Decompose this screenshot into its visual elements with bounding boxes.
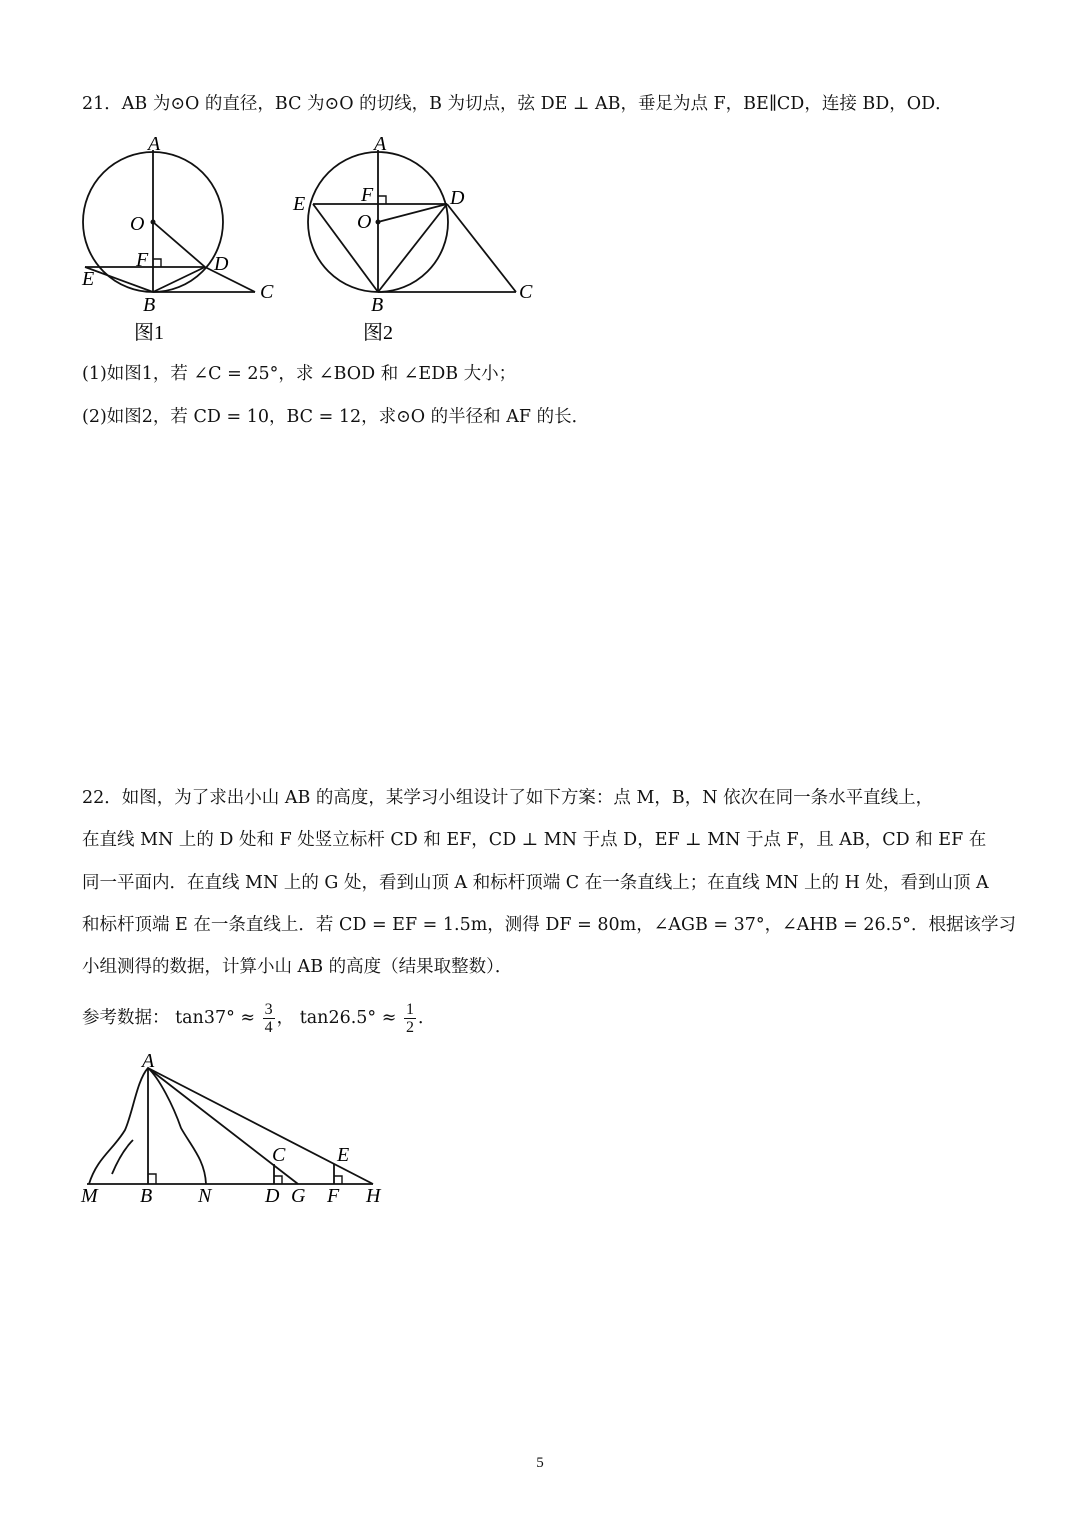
q21-part1: (1)如图1，若 ∠C = 25°，求 ∠BOD 和 ∠EDB 大小； <box>82 364 517 384</box>
q22-line4: 和标杆顶端 E 在一条直线上．若 CD = EF = 1.5m，测得 DF = 80m，∠AGB = 37°，∠AHB = 26.5°．根据该学习 <box>82 915 1017 935</box>
fig1-label-D: D <box>214 253 229 275</box>
fig1-caption: 图1 <box>134 322 164 344</box>
fig2-label-E: E <box>293 193 306 215</box>
q21-figure-1 <box>70 130 290 345</box>
sight-line-AG <box>148 1068 298 1184</box>
frac2-numerator: 1 <box>405 1001 414 1018</box>
fig2-segment-BD <box>378 204 447 292</box>
fig1-label-E: E <box>82 268 95 290</box>
ref-separator: ， <box>276 1008 295 1028</box>
q22-label-M: M <box>81 1185 98 1207</box>
q22-line1: 22．如图，为了求出小山 AB 的高度，某学习小组设计了如下方案：点 M，B，N 依次在同一条水平直线上， <box>82 788 934 808</box>
fraction-1-2 <box>404 1001 416 1036</box>
q22-label-C: C <box>272 1144 286 1166</box>
q22-label-E: E <box>337 1144 350 1166</box>
fig2-segment-DC <box>447 204 516 292</box>
q22-line5: 小组测得的数据，计算小山 AB 的高度（结果取整数）． <box>82 957 513 977</box>
q21-stem: 21．AB 为⊙O 的直径，BC 为⊙O 的切线，B 为切点，弦 DE ⊥ AB，垂足为点 F，BE∥CD，连接 BD，OD． <box>82 94 953 114</box>
q22-label-H: H <box>366 1185 381 1207</box>
q22-figure-mountain <box>75 1050 395 1210</box>
right-angle-D <box>274 1176 282 1184</box>
fig1-label-F: F <box>136 249 149 271</box>
fig2-label-B: B <box>371 294 384 316</box>
frac2-denominator: 2 <box>405 1019 414 1036</box>
ref-tan26: tan26.5° ≈ <box>299 1008 397 1028</box>
fig1-label-A: A <box>148 133 161 155</box>
fig1-label-C: C <box>260 281 274 303</box>
page-number: 5 <box>536 1455 544 1471</box>
frac1-numerator: 3 <box>264 1001 273 1018</box>
sight-line-AH <box>148 1068 373 1184</box>
fig2-caption: 图2 <box>363 322 393 344</box>
ref-prefix: 参考数据： <box>82 1008 170 1028</box>
ref-tan37: tan37° ≈ <box>175 1008 256 1028</box>
q22-line3: 同一平面内．在直线 MN 上的 G 处，看到山顶 A 和标杆顶端 C 在一条直线上；在直线 MN 上的 H 处，看到山顶 A <box>82 873 989 893</box>
fig1-label-B: B <box>143 294 156 316</box>
fig2-label-C: C <box>519 281 533 303</box>
fig2-segment-OD <box>378 204 447 222</box>
fig1-segment-BD <box>153 267 205 292</box>
fig2-label-D: D <box>450 187 465 209</box>
fig2-label-O: O <box>357 211 372 233</box>
frac1-denominator: 4 <box>264 1019 273 1036</box>
fig1-right-angle-mark <box>153 259 161 267</box>
q22-line2: 在直线 MN 上的 D 处和 F 处竖立标杆 CD 和 EF，CD ⊥ MN 于点 D，EF ⊥ MN 于点 F，且 AB，CD 和 EF 在 <box>82 830 987 850</box>
fraction-3-4 <box>263 1001 275 1036</box>
q22-label-F: F <box>327 1185 340 1207</box>
q22-reference-data <box>82 998 435 1038</box>
fig2-label-A: A <box>374 133 387 155</box>
right-angle-B <box>148 1174 156 1184</box>
fig1-segment-DC <box>205 267 255 292</box>
q22-label-A: A <box>142 1050 155 1072</box>
fig2-label-F: F <box>361 184 374 206</box>
q21-figure-2 <box>285 130 545 345</box>
right-angle-F <box>334 1176 342 1184</box>
fig1-label-O: O <box>130 213 145 235</box>
q22-label-D: D <box>265 1185 280 1207</box>
q21-part2: (2)如图2，若 CD = 10，BC = 12，求⊙O 的半径和 AF 的长． <box>82 407 590 427</box>
ref-end: ． <box>417 1008 436 1028</box>
mountain-inner-ridge <box>112 1140 133 1174</box>
fig2-right-angle-mark <box>378 196 386 204</box>
q22-label-B: B <box>140 1185 153 1207</box>
q22-label-N: N <box>198 1185 212 1207</box>
q22-label-G: G <box>291 1185 306 1207</box>
